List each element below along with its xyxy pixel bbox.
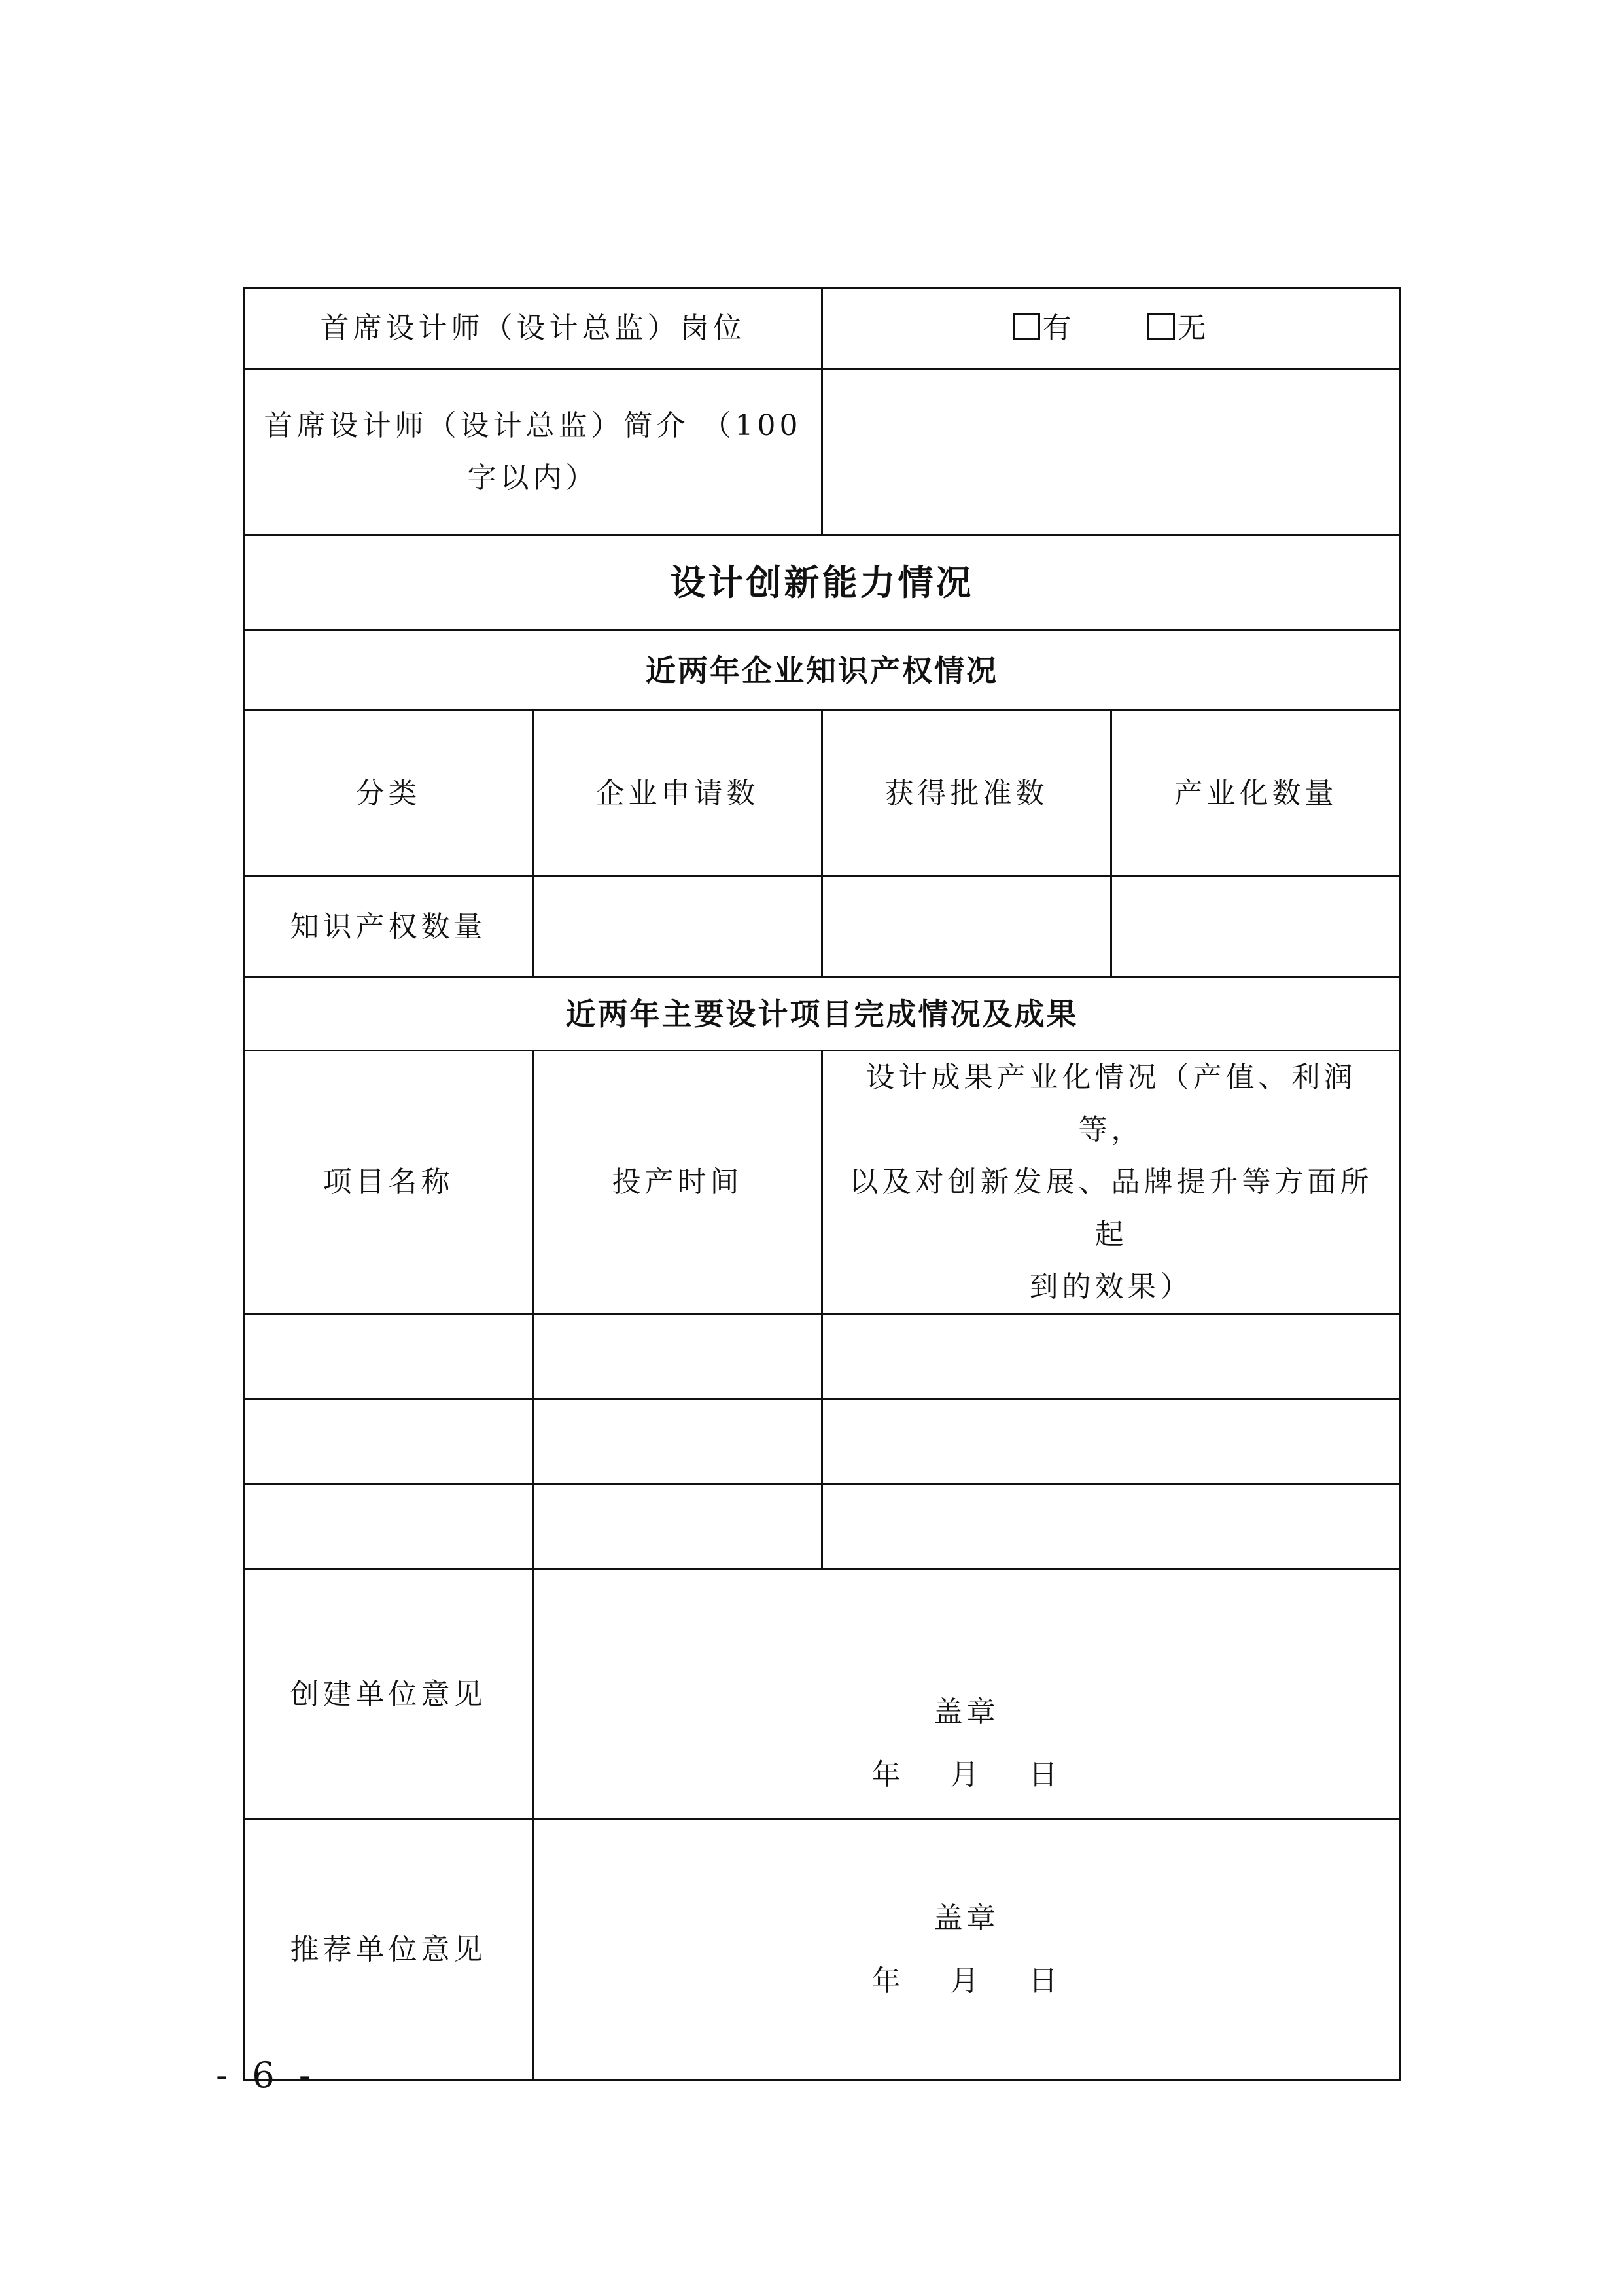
project-name-field[interactable] [244,1400,533,1485]
recommender-date [872,1950,1062,2013]
ip-section-title: 近两年企业知识产权情况 [244,631,1401,711]
recommender-date-day: 日 [1028,1964,1062,1998]
designer-intro-row [244,369,1401,535]
option-no[interactable] [1147,302,1210,355]
project-header-result-line1: 设计成果产业化情况（产值、利润等， [865,1061,1357,1146]
creator-stamp-block [872,1681,1062,1807]
ip-applied-field[interactable] [533,877,822,978]
recommender-stamp-label: 盖章 [934,1901,1000,1935]
page-number: - 6 - [216,2055,318,2096]
ip-header-approved: 获得批准数 [822,711,1111,877]
project-name-field[interactable] [244,1315,533,1400]
projects-header-row [244,1051,1401,1315]
option-yes[interactable] [1013,302,1075,355]
project-result-field[interactable] [822,1485,1401,1570]
creator-stamp-label: 盖章 [934,1695,1000,1729]
project-result-field[interactable] [822,1315,1401,1400]
recommender-date-month: 月 [950,1964,983,1998]
ip-header-applied: 企业申请数 [533,711,822,877]
ip-industrialized-field[interactable] [1111,877,1401,978]
project-result-field[interactable] [822,1400,1401,1485]
ip-count-row [244,877,1401,978]
designer-intro-label [244,369,822,535]
ip-row-label: 知识产权数量 [244,877,533,978]
project-time-field[interactable] [533,1485,822,1570]
designer-post-row [244,288,1401,369]
option-yes-label: 有 [1042,311,1075,345]
ip-header-row [244,711,1401,877]
project-header-time: 投产时间 [533,1051,822,1315]
project-header-result [822,1051,1401,1315]
option-no-label: 无 [1177,311,1210,345]
designer-post-options [822,288,1401,369]
project-header-result-line3: 到的效果） [1029,1270,1193,1303]
designer-intro-label-line1: 首席设计师（设计总监）简介 （100 [264,408,802,442]
creator-date-year: 年 [871,1757,905,1792]
section-title: 设计创新能力情况 [244,535,1401,631]
creator-date [872,1744,1062,1807]
project-header-name: 项目名称 [244,1051,533,1315]
recommender-date-year: 年 [871,1964,905,1998]
creator-opinion-label: 创建单位意见 [244,1570,533,1820]
checkbox-no[interactable] [1147,313,1175,340]
application-form-table [243,287,1401,2081]
project-time-field[interactable] [533,1400,822,1485]
recommender-stamp-block [872,1887,1062,2013]
checkbox-yes[interactable] [1013,313,1040,340]
project-row [244,1315,1401,1400]
project-row [244,1485,1401,1570]
project-row [244,1400,1401,1485]
ip-header-industrialized: 产业化数量 [1111,711,1401,877]
creator-date-month: 月 [950,1757,983,1792]
recommender-opinion-row [244,1820,1401,2080]
designer-intro-label-line2: 字以内） [467,461,599,495]
project-time-field[interactable] [533,1315,822,1400]
project-header-result-line2: 以及对创新发展、品牌提升等方面所起 [849,1165,1373,1251]
ip-approved-field[interactable] [822,877,1111,978]
projects-section-title: 近两年主要设计项目完成情况及成果 [244,978,1401,1051]
recommender-opinion-field[interactable] [533,1820,1401,2080]
designer-intro-field[interactable] [822,369,1401,535]
creator-date-day: 日 [1028,1757,1062,1792]
project-name-field[interactable] [244,1485,533,1570]
ip-header-category: 分类 [244,711,533,877]
creator-opinion-row [244,1570,1401,1820]
creator-opinion-field[interactable] [533,1570,1401,1820]
recommender-opinion-label: 推荐单位意见 [244,1820,533,2080]
designer-post-label: 首席设计师（设计总监）岗位 [244,288,822,369]
